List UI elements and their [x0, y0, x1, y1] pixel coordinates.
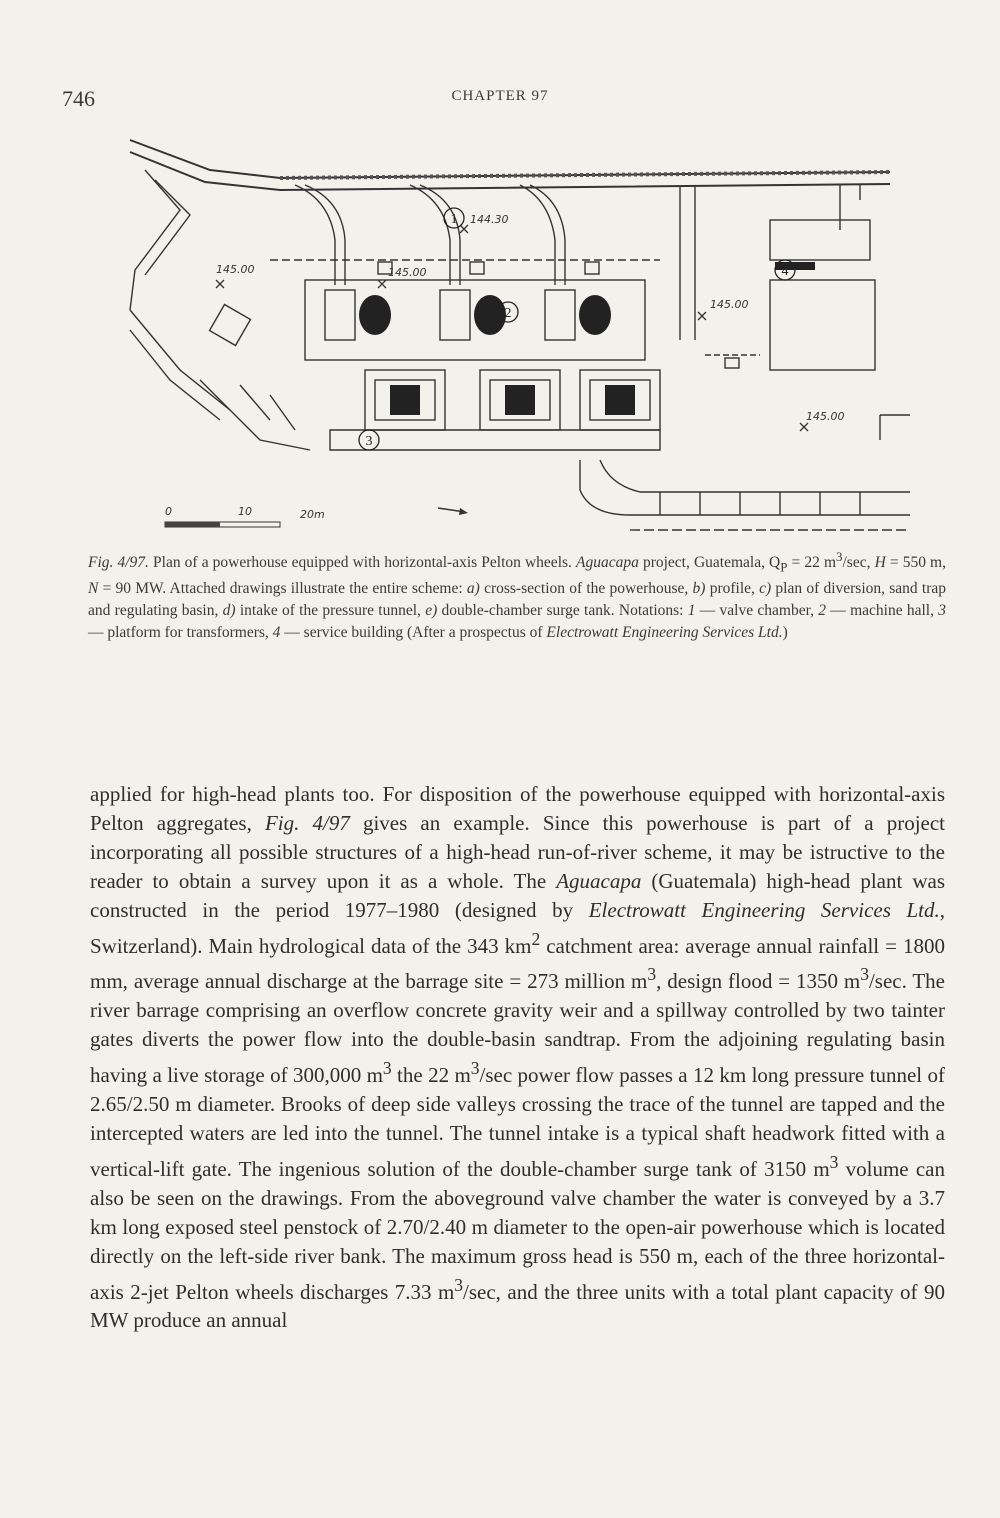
marker-3: 3: [365, 434, 373, 449]
elevation-label: 145.00: [388, 266, 427, 279]
plan-drawing: [120, 130, 910, 540]
marker-1: 1: [450, 212, 458, 227]
scale-label-0: 0: [165, 505, 172, 518]
running-head: CHAPTER 97: [451, 88, 549, 104]
flow-arrowhead-icon: [459, 508, 468, 515]
scale-label-10: 10: [238, 505, 252, 518]
elevation-label: 144.30: [470, 213, 509, 226]
marker-2: 2: [504, 306, 512, 321]
figure-caption: Fig. 4/97. Plan of a powerhouse equipped with horizontal-axis Pelton wheels. Aguacapa project, Guatemala, $Q_P = 22$ $m^3/\sec$, H = 550 m, N = 90 MW. Attached drawings illustrate the entire scheme: a) cross-section of the powerhouse, b) profile, c) plan of diversion, sand trap and regulating basin, d) intake of the pressure tunnel, e) double-chamber surge tank. Notations: 1 — valve chamber, 2 — machine hall, 3 — platform for transformers, 4 — service building (After a prospectus of Electrowatt Engineering Services Ltd.): [88, 549, 946, 642]
scale-label-20: 20m: [300, 508, 325, 521]
caption-fig-label: Fig. 4/97.: [88, 554, 149, 572]
marker-4: 4: [781, 264, 789, 279]
elevation-label: 145.00: [710, 298, 749, 311]
elevation-label: 145.00: [806, 410, 845, 423]
figure-powerhouse-plan: [120, 130, 910, 540]
elevation-label: 145.00: [216, 263, 255, 276]
body-paragraph: applied for high-head plants too. For disposition of the powerhouse equipped with horizontal-axis Pelton aggregates, Fig. 4/97 gives an example. Since this powerhouse is part of a project incorporating all possible structures of a high-head run-of-river scheme, it may be istructive to the reader to obtain a survey upon it as a whole. The Aguacapa (Guatemala) high-head plant was constructed in the period 1977–1980 (designed by Electrowatt Engineering Services Ltd., Switzerland). Main hydrological data of the 343 $km^2$ catchment area: average annual rainfall = 1800 mm, average annual discharge at the barrage site = 273 million $m^3$, design flood = 1350 $m^3/\sec$. The river barrage comprising an overflow concrete gravity weir and a spillway controlled by two tainter gates diverts the power flow into the double-basin sandtrap. From the adjoining regulating basin having a live storage of 300,000 $m^3$ the 22 $m^3/\sec$ power flow passes a 12 km long pressure tunnel of 2.65/2.50 m diameter. Brooks of deep side valleys crossing the trace of the tunnel are tapped and the intercepted waters are led into the tunnel. The tunnel intake is a typical shaft headwork fitted with a vertical-lift gate. The ingenious solution of the double-chamber surge tank of 3150 $m^3$ volume can also be seen on the drawings. From the aboveground valve chamber the water is conveyed by a 3.7 km long exposed steel penstock of 2.70/2.40 m diameter to the open-air powerhouse which is located directly on the left-side river bank. The maximum gross head is 550 m, each of the three horizontal-axis 2-jet Pelton wheels discharges 7.33 $m^3/\sec$, and the three units with a total plant capacity of 90 MW produce an annual: [90, 782, 946, 1333]
figure-reference: Fig. 4/97: [264, 810, 350, 835]
page-number: 746: [62, 86, 95, 111]
